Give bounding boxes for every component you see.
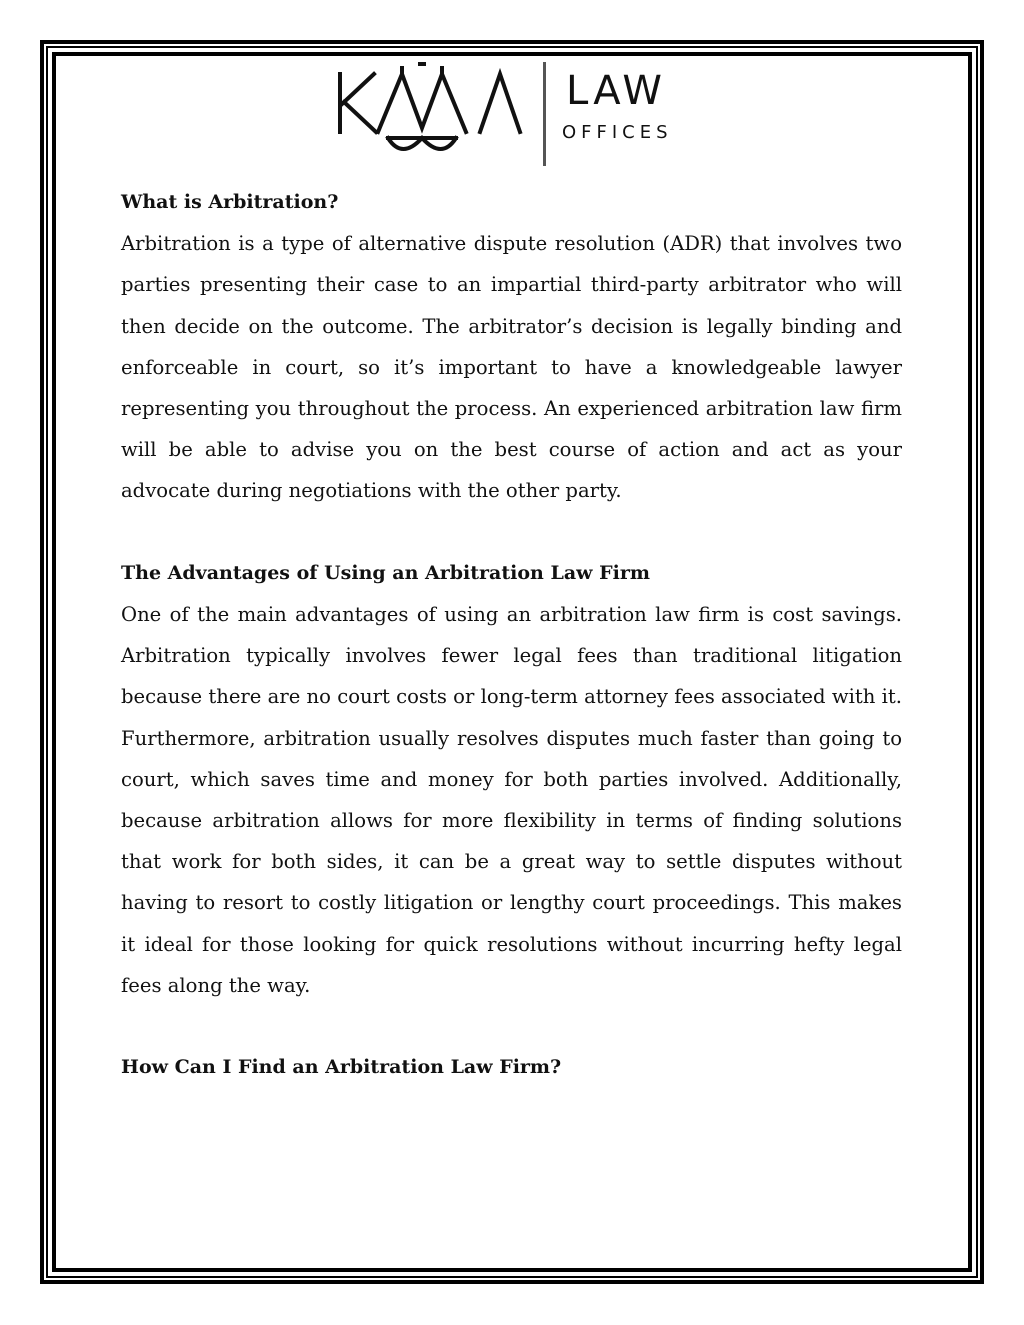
document-body: [121, 182, 902, 1088]
section-spacer: [121, 1006, 902, 1047]
logo-offices-text: OFFICES: [562, 122, 673, 143]
paragraph-advantages: One of the main advantages of using an arbitration law firm is cost savings. Arbitration typically involves fewer legal fees than traditional litigation because there are no court costs or long-term attorney fees associated with it. Furthermore, arbitration usually resolves disputes much faster than going to court, which saves time and money for both parties involved. Additionally, because arbitration allows for more flexibility in terms of finding solutions that work for both sides, it can be a great way to settle disputes without having to resort to costly litigation or lengthy court proceedings. This makes it ideal for those looking for quick resolutions without incurring hefty legal fees along the way.: [121, 603, 902, 997]
paragraph-what-is-arbitration: Arbitration is a type of alternative dispute resolution (ADR) that involves two parties presenting their case to an impartial third-party arbitrator who will then decide on the outcome. The arbitrator’s decision is legally binding and enforceable in court, so it’s important to have a knowledgeable lawyer representing you throughout the process. An experienced arbitration law firm will be able to advise you on the best course of action and act as your advocate during negotiations with the other party.: [121, 232, 902, 503]
section-spacer: [121, 512, 902, 553]
heading-what-is-arbitration: What is Arbitration?: [121, 191, 339, 213]
kma-law-offices-logo: [330, 58, 690, 170]
logo-law-text: LAW: [566, 68, 666, 114]
heading-advantages: The Advantages of Using an Arbitration Law Firm: [121, 561, 650, 584]
heading-find-law-firm: How Can I Find an Arbitration Law Firm?: [121, 1056, 562, 1079]
